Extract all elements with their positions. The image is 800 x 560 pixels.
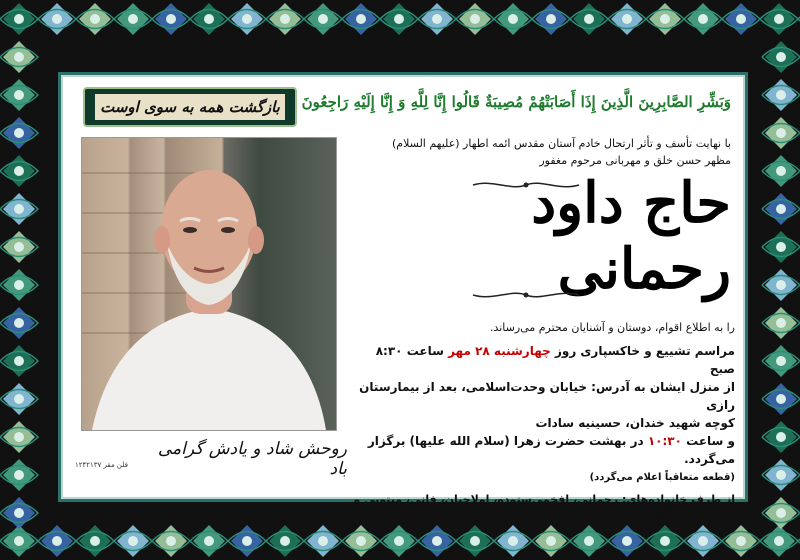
- border-tile: [570, 525, 608, 557]
- border-tile: [228, 525, 266, 557]
- border-tile: [418, 525, 456, 557]
- border-tile: [0, 3, 38, 35]
- border-tile: [0, 383, 38, 415]
- border-tile: [762, 307, 800, 339]
- border-tile: [0, 307, 38, 339]
- deceased-name: حاج داود رحمانی: [531, 170, 731, 302]
- ceremony-date: چهارشنبه ۲۸ مهر: [448, 344, 551, 358]
- border-tile: [0, 231, 38, 263]
- border-tile: [722, 3, 760, 35]
- portrait-photo: [81, 137, 337, 431]
- license-number: فلن مقر ۱۲۴۲۱۳۷: [75, 461, 128, 469]
- border-tile: [304, 3, 342, 35]
- border-tile: [608, 3, 646, 35]
- border-tile: [456, 3, 494, 35]
- border-tile: [0, 421, 38, 453]
- border-tile: [762, 117, 800, 149]
- border-tile: [684, 3, 722, 35]
- burial-time: ۱۰:۳۰: [647, 434, 682, 448]
- border-tile: [762, 459, 800, 491]
- address-line-2: کوچه شهید خندان، حسینیه سادات: [535, 416, 735, 430]
- ornament-bottom-icon: [471, 289, 581, 301]
- border-tile: [456, 525, 494, 557]
- border-tile: [152, 3, 190, 35]
- border-tile: [646, 525, 684, 557]
- border-tile: [762, 155, 800, 187]
- border-tile: [762, 41, 800, 73]
- traits-line: مظهر حسن خلق و مهربانی مرحوم مغفور: [539, 154, 731, 167]
- border-tile: [152, 525, 190, 557]
- border-tile: [494, 3, 532, 35]
- border-tile: [0, 497, 38, 529]
- banner-text: بازگشت همه به سوی اوست: [95, 94, 285, 120]
- families-line: از طرف خانواده‌های: رحمانی، افخمی‌ستوده، اولاچیان، فانی، میتویی و سایر وابستگان: [353, 493, 735, 519]
- burial-pre: و ساعت: [681, 434, 735, 448]
- border-tile: [762, 421, 800, 453]
- quran-verse: وَبَشِّرِ الصَّابِرِينَ الَّذِينَ إِذَا أَصَابَتْهُمْ مُصِيبَةٌ قَالُوا إِنَّا لِلَّهِ وَ إِنَّا إِلَيْهِ رَاجِعُونَ: [301, 93, 731, 111]
- border-tile: [0, 117, 38, 149]
- ceremony-post: ساعت ۸:۳۰ صبح: [375, 344, 735, 376]
- border-tile: [760, 525, 798, 557]
- border-tile: [762, 79, 800, 111]
- border-tile: [380, 3, 418, 35]
- border-tile: [76, 3, 114, 35]
- border-tile: [608, 525, 646, 557]
- border-tile: [38, 525, 76, 557]
- border-tile: [114, 3, 152, 35]
- border-tile: [646, 3, 684, 35]
- border-tile: [762, 269, 800, 301]
- border-tile: [114, 525, 152, 557]
- border-tile: [418, 3, 456, 35]
- border-tile: [0, 155, 38, 187]
- border-tile: [532, 525, 570, 557]
- border-tile: [342, 525, 380, 557]
- border-tile: [0, 525, 38, 557]
- ceremony-pre: مراسم تشییع و خاکسپاری روز: [550, 344, 735, 358]
- signature: روحش شاد و یادش گرامی باد: [157, 439, 347, 479]
- ceremony-line: [353, 342, 735, 378]
- border-tile: [570, 3, 608, 35]
- announcement-panel: [58, 72, 748, 519]
- border-tile: [228, 3, 266, 35]
- border-tile: [0, 459, 38, 491]
- border-tile: [380, 525, 418, 557]
- condolence-line: با نهایت تأسف و تأثر ارتحال خادم آستان مقدس ائمه اطهار (علیهم السلام): [391, 137, 731, 150]
- border-tile: [266, 3, 304, 35]
- intro-line: را به اطلاع اقوام، دوستان و آشنایان محترم می‌رساند.: [489, 321, 735, 334]
- banner: [83, 87, 297, 127]
- burial-post: در بهشت حضرت زهرا (سلام الله علیها) برگزار می‌گردد.: [367, 434, 735, 466]
- announcement-body: [353, 321, 735, 519]
- border-tile: [76, 525, 114, 557]
- border-tile: [0, 41, 38, 73]
- border-tile: [342, 3, 380, 35]
- border-tile: [762, 383, 800, 415]
- border-tile: [0, 193, 38, 225]
- border-tile: [760, 3, 798, 35]
- address-line-1: از منزل ایشان به آدرس: خیابان وحدت‌اسلامی، بعد از بیمارستان رازی: [359, 380, 735, 412]
- border-tile: [762, 345, 800, 377]
- border-tile: [532, 3, 570, 35]
- border-tile: [722, 525, 760, 557]
- border-tile: [190, 525, 228, 557]
- border-tile: [38, 3, 76, 35]
- border-tile: [266, 525, 304, 557]
- border-tile: [684, 525, 722, 557]
- border-tile: [494, 525, 532, 557]
- border-tile: [304, 525, 342, 557]
- border-tile: [762, 497, 800, 529]
- border-tile: [190, 3, 228, 35]
- burial-line: [353, 432, 735, 468]
- border-tile: [0, 79, 38, 111]
- border-tile: [0, 345, 38, 377]
- border-tile: [762, 193, 800, 225]
- border-tile: [762, 231, 800, 263]
- portrait-icon: [82, 138, 336, 430]
- section-note: (قطعه متعاقباً اعلام می‌گردد): [589, 472, 735, 483]
- border-tile: [0, 269, 38, 301]
